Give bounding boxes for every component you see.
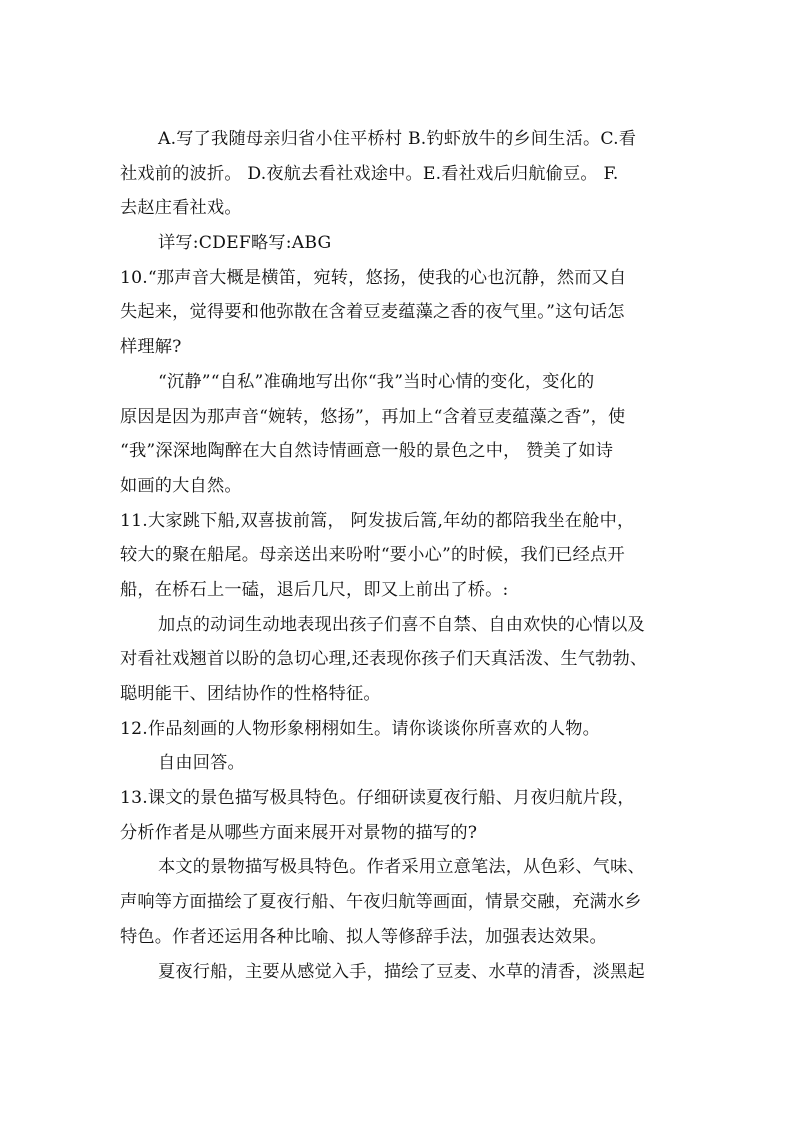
text-line: 样理解? [120,337,182,358]
text-line: 较大的聚在船尾。母亲送出来吩咐“要小心”的时候，我们已经点开 [120,545,625,566]
text-line: “我”深深地陶醉在大自然诗情画意一般的景色之中， 赞美了如诗 [120,441,614,462]
text-line: 对看社戏翘首以盼的急切心理,还表现你孩子们天真活泼、生气勃勃、 [120,649,648,670]
text-line: 原因是因为那声音“婉转，悠扬”，再加上“含着豆麦蕴藻之香”，使 [120,406,626,427]
text-line: 声响等方面描绘了夏夜行船、午夜归航等画面，情景交融，充满水乡 [120,892,642,913]
text-line: 详写:CDEF略写:ABG [158,233,332,254]
text-line: “沉静”“自私”准确地写出你“我”当时心情的变化，变化的 [158,371,595,392]
text-line: 10.“那声音大概是横笛，宛转，悠扬，使我的心也沉静，然而又自 [120,267,627,288]
text-line: 夏夜行船，主要从感觉入手，描绘了豆麦、水草的清香，淡黑起 [158,961,645,982]
text-line: 本文的景物描写极具特色。作者采用立意笔法，从色彩、气味、 [158,857,645,878]
document-page [120,122,680,989]
text-line: 13.课文的景色描写极具特色。仔细研读夏夜行船、月夜归航片段， [120,788,635,809]
text-line: 加点的动词生动地表现出孩子们喜不自禁、自由欢快的心情以及 [158,614,645,635]
text-line: 去赵庄看社戏。 [120,198,242,219]
text-line: 自由回答。 [158,753,245,774]
text-line: 社戏前的波折。 D.夜航去看社戏途中。E.看社戏后归航偷豆。 F. [120,163,619,184]
text-line: 失起来，觉得要和他弥散在含着豆麦蕴藻之香的夜气里。”这句话怎 [120,302,625,323]
text-line: 船，在桥石上一磕，退后几尺，即又上前出了桥。: [120,579,509,600]
text-line: 聪明能干、团结协作的性格特征。 [120,684,381,704]
text-line: 11.大家跳下船,双喜拔前篙， 阿发拔后篙,年幼的都陪我坐在舱中， [120,510,635,531]
text-line: 分析作者是从哪些方面来展开对景物的描写的? [120,822,478,843]
text-line: 如画的大自然。 [120,475,242,496]
text-line: 特色。作者还运用各种比喻、拟人等修辞手法，加强表达效果。 [120,926,607,947]
text-line: A.写了我随母亲归省小住平桥村 B.钓虾放牛的乡间生活。C.看 [158,129,637,149]
text-line: 12.作品刻画的人物形象栩栩如生。请你谈谈你所喜欢的人物。 [120,718,601,739]
